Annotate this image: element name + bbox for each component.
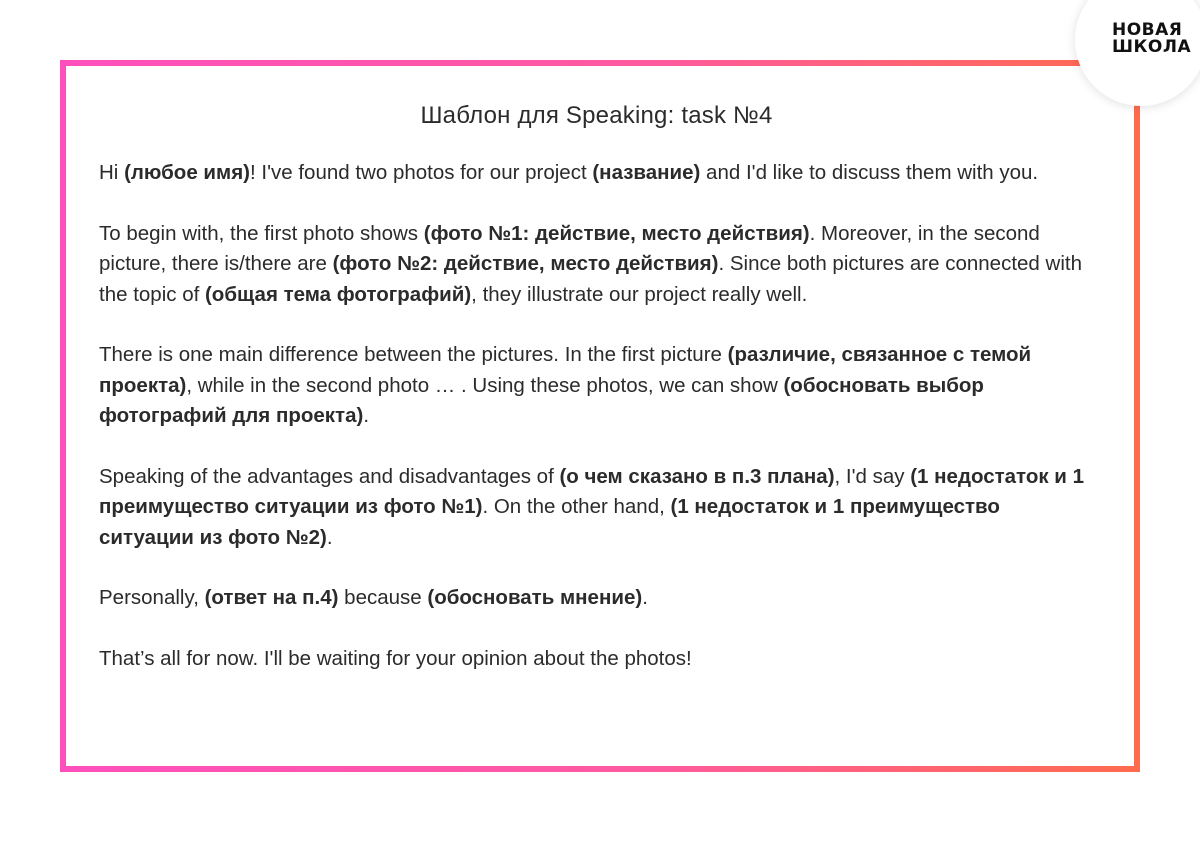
template-text: Hi	[99, 161, 125, 184]
template-text: , I'd say	[834, 464, 911, 488]
gradient-border-frame	[60, 60, 1140, 772]
paragraph-difference	[99, 340, 1094, 432]
paragraph-closing	[99, 644, 1094, 675]
template-text: .	[326, 525, 333, 549]
paragraph-greeting	[99, 158, 1094, 189]
placeholder-hint: (фото №1: действие, место действия)	[423, 221, 810, 245]
placeholder-hint: (различие, связанное с темой проекта)	[99, 343, 1032, 397]
placeholder-hint: (о чем сказано в п.3 плана)	[559, 464, 835, 488]
placeholder-hint: (общая тема фотографий)	[204, 282, 472, 306]
paragraph-advantages	[99, 462, 1094, 554]
document-title: Шаблон для Speaking: task №4	[420, 102, 773, 129]
template-text: and I'd like to discuss them with you.	[700, 161, 1039, 184]
placeholder-hint: (обосновать выбор фотографий для проекта)	[99, 373, 984, 427]
placeholder-hint: (ответ на п.4)	[204, 586, 339, 609]
logo-line-2: ШКОЛА	[1112, 37, 1192, 57]
template-text: , they illustrate our project really well.	[471, 282, 808, 306]
placeholder-hint: (1 недостаток и 1 преимущество ситуации из фото №2)	[99, 495, 1000, 549]
school-logo	[1112, 22, 1192, 56]
document-body	[99, 158, 1094, 674]
template-text: Speaking of the advantages and disadvantages of	[99, 464, 560, 488]
template-text: , while in the second photo … . Using these photos, we can show	[186, 373, 784, 397]
template-text: .	[363, 404, 370, 427]
template-text: That’s all for now. I'll be waiting for your opinion about the photos!	[99, 646, 692, 670]
template-text: .	[642, 586, 648, 609]
placeholder-hint: (фото №2: действие, место действия)	[332, 252, 719, 275]
template-text: . Moreover, in the second picture, there is/there are	[99, 221, 1040, 275]
template-text: There is one main difference between the pictures. In the first picture	[99, 343, 728, 366]
placeholder-hint: (1 недостаток и 1 преимущество ситуации из фото №1)	[99, 464, 1084, 518]
template-text: . On the other hand,	[482, 495, 671, 518]
template-text: To begin with, the first photo shows	[99, 221, 424, 245]
template-text: because	[338, 586, 428, 609]
template-text: . Since both pictures are connected with the topic of	[99, 252, 1082, 306]
document-card	[66, 66, 1134, 766]
template-text: ! I've found two photos for our project	[250, 161, 593, 184]
placeholder-hint: (любое имя)	[124, 161, 250, 184]
paragraph-photo-description	[99, 219, 1094, 311]
template-text: Personally,	[99, 586, 205, 609]
paragraph-opinion	[99, 583, 1094, 614]
placeholder-hint: (название)	[592, 161, 701, 184]
logo-line-1: НОВАЯ	[1112, 20, 1183, 40]
placeholder-hint: (обосновать мнение)	[427, 586, 643, 609]
